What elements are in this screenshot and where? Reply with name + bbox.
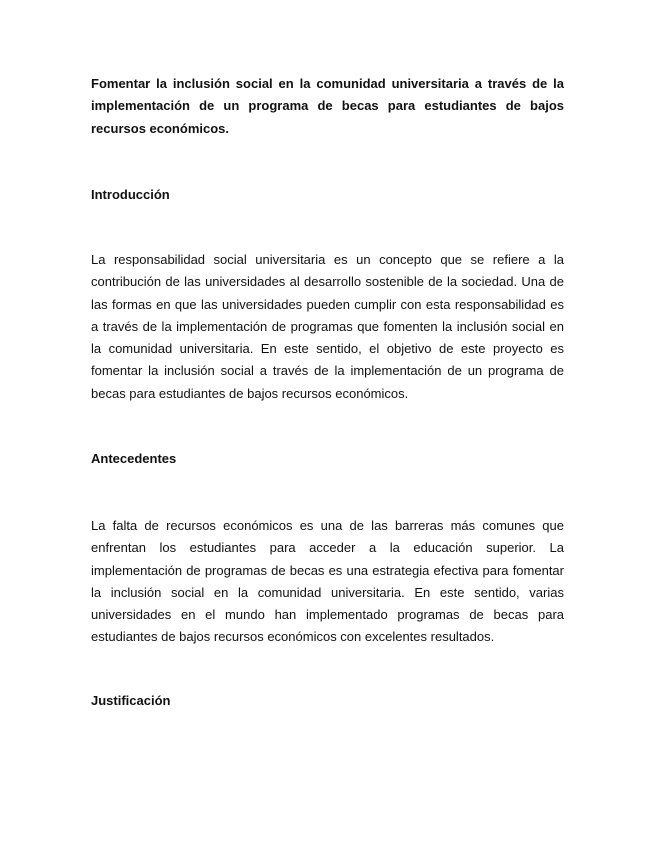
section-paragraph-antecedentes: La falta de recursos económicos es una de las barreras más comunes que enfrentan los estudiantes para acceder a la educación superior. La implementación de programas de becas es una estrategia efectiva para fomentar la inclusión social en la comunidad universitaria. En este sentido, varias universidades en el mundo han implementado programas de becas para estudiantes de bajos recursos económicos con excelentes resultados. <box>91 518 564 645</box>
section-heading-antecedentes: Antecedentes <box>91 451 177 466</box>
document-title: Fomentar la inclusión social en la comunidad universitaria a través de la implementación de un programa de becas para estudiantes de bajos recursos económicos. <box>91 76 564 136</box>
section-paragraph-introduccion: La responsabilidad social universitaria es un concepto que se refiere a la contribución de las universidades al desarrollo sostenible de la sociedad. Una de las formas en que las universidades pueden cumplir con esta responsabilidad es a través de la implementación de programas que fomenten la inclusión social en la comunidad universitaria. En este sentido, el objetivo de este proyecto es fomentar la inclusión social a través de la implementación de un programa de becas para estudiantes de bajos recursos económicos. <box>91 252 564 401</box>
section-heading-introduccion: Introducción <box>91 187 170 202</box>
section-heading-justificacion: Justificación <box>91 693 171 708</box>
